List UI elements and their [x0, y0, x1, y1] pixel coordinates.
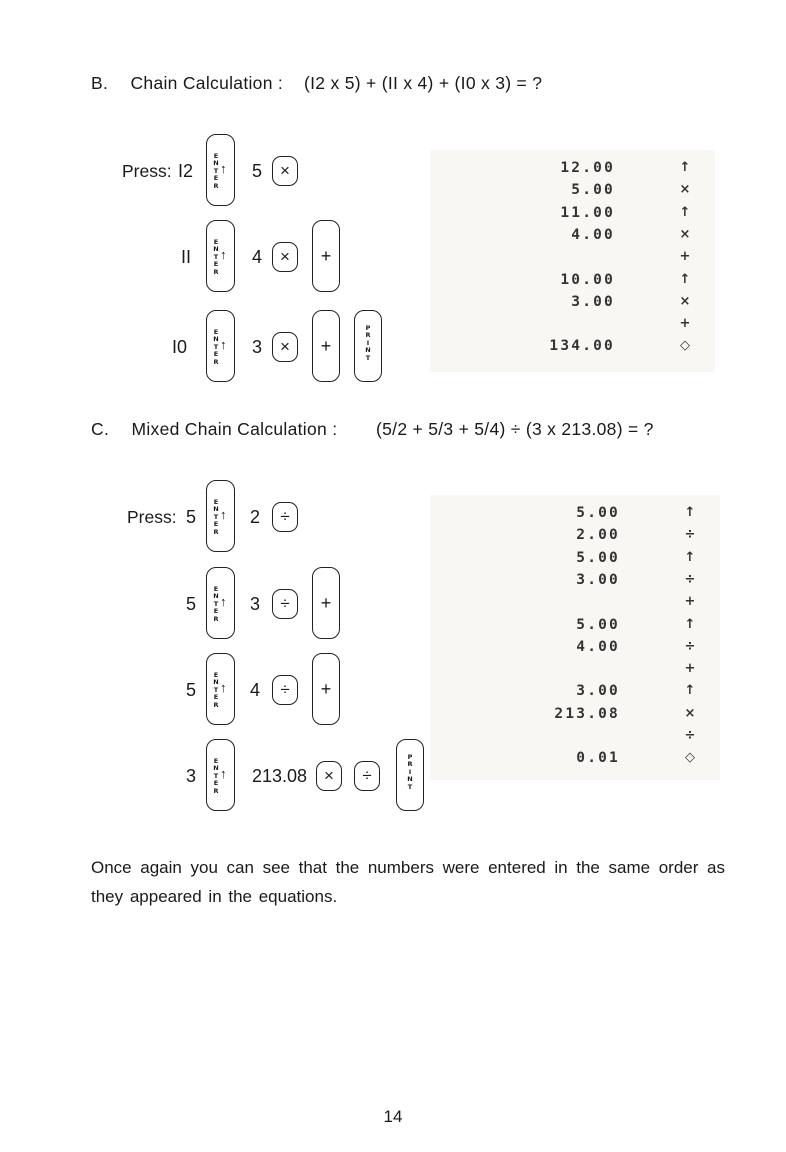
up-arrow-icon: ↑ [220, 337, 227, 352]
tape-operation-symbol: ÷ [684, 571, 696, 587]
section-b-equation: (I2 x 5) + (II x 4) + (I0 x 3) = ? [304, 73, 543, 93]
enter-key-label [212, 758, 220, 795]
plus-key: + [312, 653, 340, 725]
press-label: Press: [127, 507, 177, 527]
tape-operation-symbol: ↑ [679, 271, 691, 287]
section-b-label: B. [91, 73, 109, 93]
tape-value: 2.00 [576, 527, 620, 544]
tape-operation-symbol: ÷ [684, 728, 696, 743]
tape-row [430, 728, 720, 750]
enter-key-letter: N [213, 678, 219, 687]
enter-key-label [212, 499, 220, 536]
enter-key-letter: T [213, 685, 219, 694]
enter-key-letter: N [213, 505, 219, 514]
tape-row [430, 639, 720, 661]
tape-operation-symbol: + [684, 594, 696, 610]
section-b-heading [91, 73, 543, 94]
tape-operation-symbol: ◇ [685, 750, 695, 766]
enter-key-letter: E [213, 671, 219, 679]
tape-operation-symbol: + [679, 249, 691, 265]
tape-operation-symbol: ÷ [684, 638, 696, 654]
entry-value: I0 [172, 337, 188, 357]
tape-row [430, 249, 715, 271]
plus-key: + [312, 220, 340, 292]
tape-operation-symbol: ÷ [684, 527, 696, 543]
operand-value: 213.08 [252, 766, 308, 786]
print-key-letter: I [366, 338, 370, 347]
plus-key: + [312, 310, 340, 382]
enter-key-letter: T [213, 771, 219, 780]
enter-key [206, 567, 235, 639]
multiply-key: × [272, 332, 298, 362]
enter-key-letter: E [213, 328, 219, 336]
print-key-letter: P [407, 753, 413, 761]
operand-value: 5 [252, 161, 263, 181]
print-key-letter: R [365, 331, 371, 340]
tape-operation-symbol: + [684, 661, 696, 677]
operand-value: 4 [250, 680, 261, 700]
tape-value: 5.00 [576, 616, 620, 633]
tape-row [430, 505, 720, 527]
tape-row [430, 338, 715, 360]
divide-key: ÷ [354, 761, 380, 791]
tape-row [430, 750, 720, 772]
print-key-letter: P [365, 324, 371, 332]
divide-key: ÷ [272, 589, 298, 619]
tape-value: 213.08 [554, 705, 620, 722]
enter-key [206, 220, 235, 292]
print-key-letter: T [407, 782, 413, 791]
multiply-key: × [272, 242, 298, 272]
tape-operation-symbol: × [684, 705, 696, 721]
tape-row [430, 683, 720, 705]
tape-row [430, 205, 715, 227]
tape-value: 11.00 [560, 204, 615, 221]
enter-key [206, 739, 235, 811]
tape-value: 134.00 [549, 338, 615, 355]
enter-key-letter: R [213, 527, 219, 536]
multiply-key: × [316, 761, 342, 791]
tape-operation-symbol: ↑ [684, 616, 696, 632]
section-c-title: Mixed Chain Calculation : [131, 419, 338, 439]
operand-value: 4 [252, 247, 263, 267]
entry-value: 5 [186, 680, 197, 700]
up-arrow-icon: ↑ [220, 680, 227, 695]
entry-value: 5 [186, 594, 197, 614]
tape-value: 0.01 [576, 750, 620, 767]
enter-key-letter: N [213, 245, 219, 254]
tape-operation-symbol: ↑ [684, 549, 696, 565]
enter-key-letter: E [213, 260, 219, 269]
enter-key-letter: E [213, 607, 219, 616]
tape-operation-symbol: ◇ [680, 338, 690, 354]
tape-value: 12.00 [560, 160, 615, 176]
print-key-letter: N [365, 346, 371, 355]
enter-key [206, 310, 235, 382]
tape-operation-symbol: ↑ [684, 683, 696, 699]
enter-key-letter: E [213, 585, 219, 593]
tape-value: 5.00 [576, 505, 620, 521]
enter-key [206, 480, 235, 552]
up-arrow-icon: ↑ [220, 247, 227, 262]
tape-row [430, 182, 715, 204]
divide-key: ÷ [272, 502, 298, 532]
print-key-label [355, 325, 381, 362]
enter-key [206, 134, 235, 206]
tape-value: 3.00 [576, 571, 620, 588]
section-b-title: Chain Calculation : [130, 73, 284, 93]
tape-value: 3.00 [571, 293, 615, 310]
tape-row [430, 550, 720, 572]
tape-operation-symbol: × [679, 226, 691, 242]
enter-key-letter: E [213, 174, 219, 183]
tape-row [430, 706, 720, 728]
up-arrow-icon: ↑ [220, 594, 227, 609]
enter-key-label [212, 586, 220, 623]
enter-key-letter: T [213, 166, 219, 175]
tape-row [430, 527, 720, 549]
operand-value: 3 [252, 337, 263, 357]
section-c-printer-tape [430, 495, 720, 780]
tape-value: 3.00 [576, 683, 620, 700]
enter-key-letter: E [213, 779, 219, 788]
tape-value: 5.00 [576, 549, 620, 566]
tape-row [430, 594, 720, 616]
tape-row [430, 572, 720, 594]
up-arrow-icon: ↑ [220, 507, 227, 522]
operand-value: 3 [250, 594, 261, 614]
print-key-letter: N [407, 775, 413, 784]
print-key-letter: R [407, 760, 413, 769]
press-label: Press: [122, 161, 172, 181]
enter-key-letter: E [213, 152, 219, 160]
section-c-equation: (5/2 + 5/3 + 5/4) ÷ (3 x 213.08) = ? [376, 419, 654, 439]
plus-key: + [312, 567, 340, 639]
entry-value: I2 [178, 161, 194, 181]
enter-key-letter: E [213, 757, 219, 765]
multiply-key: × [272, 156, 298, 186]
print-key [354, 310, 382, 382]
enter-key [206, 653, 235, 725]
enter-key-letter: T [213, 252, 219, 261]
tape-row [430, 272, 715, 294]
up-arrow-icon: ↑ [220, 161, 227, 176]
enter-key-label [212, 153, 220, 190]
enter-key-letter: R [213, 181, 219, 190]
tape-value: 10.00 [560, 271, 615, 288]
tape-row [430, 160, 715, 182]
page-number: 14 [383, 1107, 403, 1126]
enter-key-letter: N [213, 592, 219, 601]
tape-operation-symbol: × [679, 182, 691, 198]
entry-value: 5 [186, 507, 197, 527]
enter-key-letter: E [213, 693, 219, 702]
entry-value: 3 [186, 766, 197, 786]
enter-key-label [212, 672, 220, 709]
enter-key-letter: R [213, 700, 219, 709]
enter-key-letter: E [213, 498, 219, 506]
enter-key-letter: R [213, 786, 219, 795]
tape-value: 5.00 [571, 182, 615, 199]
tape-row [430, 227, 715, 249]
tape-row [430, 661, 720, 683]
enter-key-letter: N [213, 335, 219, 344]
enter-key-label [212, 329, 220, 366]
print-key-letter: I [408, 767, 412, 776]
enter-key-letter: N [213, 159, 219, 168]
entry-value: II [181, 247, 192, 267]
section-c-heading [91, 419, 654, 440]
explanation-paragraph: Once again you can see that the numbers were entered in the same order as they appeared in the equations. [91, 858, 725, 906]
tape-value: 4.00 [576, 638, 620, 655]
tape-operation-symbol: ↑ [684, 505, 696, 520]
print-key-label [397, 754, 423, 791]
enter-key-letter: E [213, 238, 219, 246]
enter-key-label [212, 239, 220, 276]
enter-key-letter: R [213, 614, 219, 623]
enter-key-letter: E [213, 520, 219, 529]
enter-key-letter: T [213, 342, 219, 351]
print-key [396, 739, 424, 811]
tape-value: 4.00 [571, 226, 615, 243]
print-key-letter: T [365, 353, 371, 362]
section-c-label: C. [91, 419, 110, 439]
divide-key: ÷ [272, 675, 298, 705]
tape-operation-symbol: × [679, 293, 691, 309]
tape-operation-symbol: ↑ [679, 160, 691, 175]
up-arrow-icon: ↑ [220, 766, 227, 781]
tape-row [430, 316, 715, 338]
enter-key-letter: T [213, 599, 219, 608]
enter-key-letter: T [213, 512, 219, 521]
tape-row [430, 294, 715, 316]
section-b-printer-tape [430, 150, 715, 372]
tape-operation-symbol: + [679, 316, 691, 332]
enter-key-letter: E [213, 350, 219, 359]
tape-row [430, 617, 720, 639]
operand-value: 2 [250, 507, 261, 527]
enter-key-letter: R [213, 267, 219, 276]
enter-key-letter: R [213, 357, 219, 366]
tape-operation-symbol: ↑ [679, 204, 691, 220]
enter-key-letter: N [213, 764, 219, 773]
